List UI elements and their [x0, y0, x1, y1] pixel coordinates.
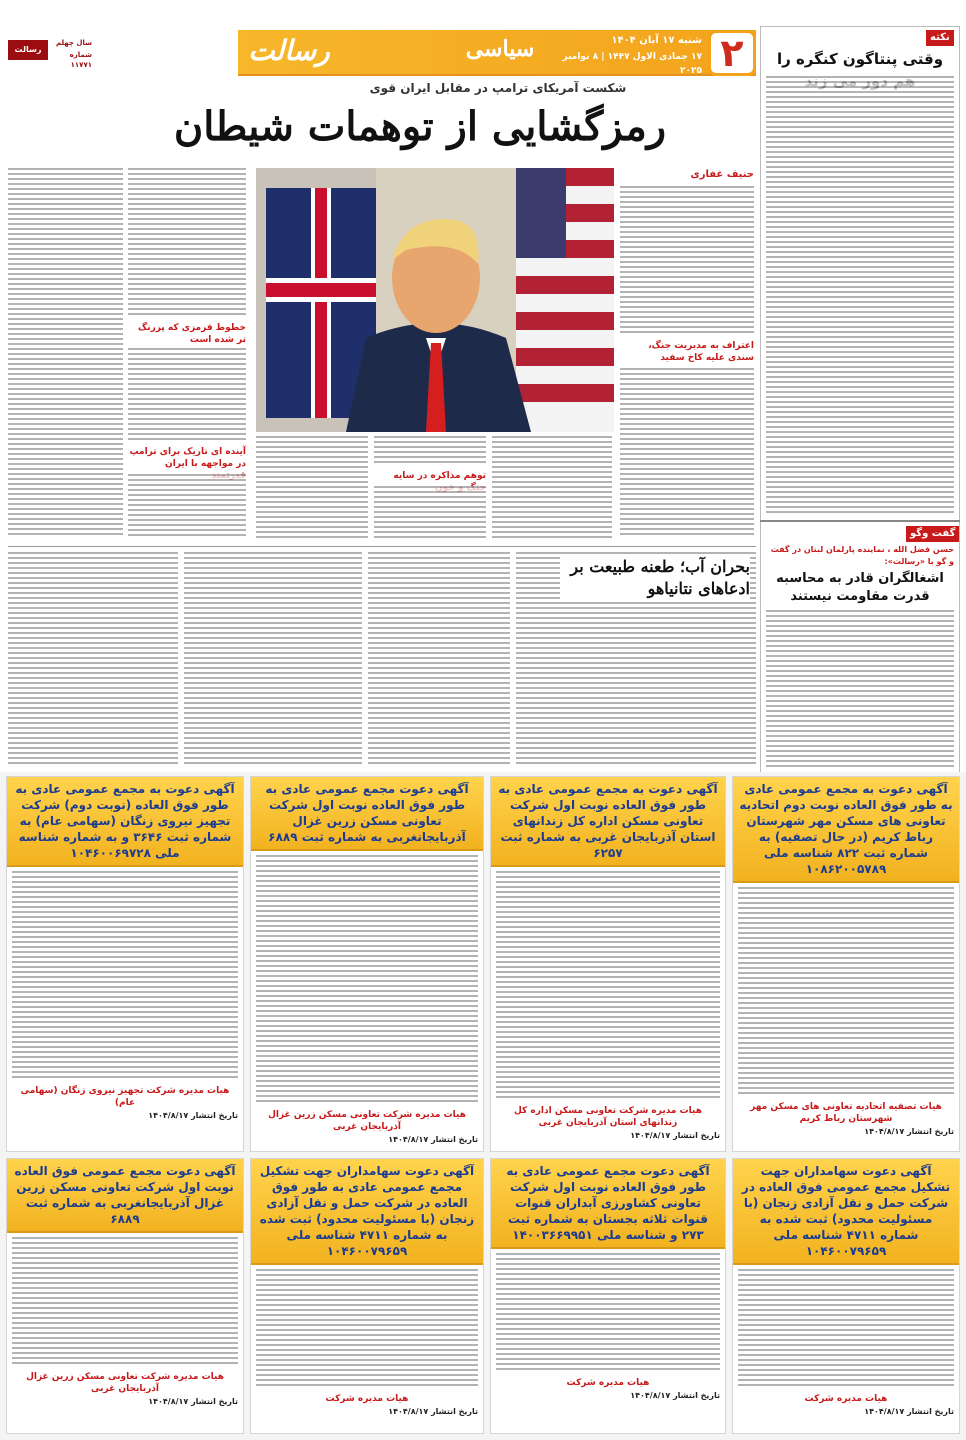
sidebar-text-2: [766, 610, 954, 770]
lead-text-col-2b: [128, 348, 246, 443]
ad-2-body: [496, 871, 720, 1101]
ad-8-title: آگهی دعوت مجمع عمومی فوق العاده نوبت اول شرکت تعاونی مسکن زرین غزال آذربایجانغربی به شماره ثبت ۶۸۸۹: [7, 1159, 243, 1233]
sidebar-tag-note: نکته: [926, 30, 954, 46]
ad-4: [6, 776, 244, 1152]
lead-byline: حنیف غفاری: [690, 169, 754, 180]
ad-8: [6, 1158, 244, 1434]
ad-2-sign: هیات مدیره شرکت تعاونی مسکن اداره کل زندانهای استان آذربایجان غربی: [514, 1106, 702, 1128]
ad-3-sign: هیات مدیره شرکت تعاونی مسکن زرین غزال آذربایجان غربی: [268, 1110, 466, 1132]
subhead-dark-future: آینده ای تاریک برای ترامپ در مواجهه با ایران: [129, 447, 246, 469]
lead-text-under-2b: [374, 486, 486, 538]
ad-5-title: آگهی دعوت سهامداران جهت تشکیل مجمع عمومی فوق العاده در شرکت حمل و نقل آزادی زنجان (با مسئولیت محدود) ثبت شده به شماره ۴۷۱۱ شناسه ملی ۱۰۴۶۰۰۷۹۶۵۹: [733, 1159, 959, 1265]
section-title: سیاسی: [465, 36, 535, 62]
ad-2-title: آگهی دعوت به مجمع عمومی عادی به طور فوق العاده نوبت اول شرکت تعاونی مسکن اداره کل زندانهای استان آذربایجان غربی به شماره ثبت ۶۲۵۷: [491, 777, 725, 867]
subhead-confession: اعتراف به مدیریت جنگ، سندی علیه کاخ سفید: [648, 341, 754, 363]
ad-1-title: آگهی دعوت به مجمع عمومی عادی به طور فوق العاده نوبت دوم اتحادیه تعاونی های مسکن مهر شهرستان رباط کریم (در حال تصفیه) به شماره ثبت ۸۲۲ شناسه ملی ۱۰۸۶۲۰۰۵۷۸۹: [733, 777, 959, 883]
ad-3-title: آگهی دعوت مجمع عمومی عادی به طور فوق العاده نوبت اول شرکت تعاونی مسکن زرین غزال آذربایجانغربی به شماره ثبت ۶۸۸۹: [251, 777, 483, 851]
lead-kicker: شکست آمریکای ترامپ در مقابل ایران قوی: [369, 81, 627, 95]
ad-5-sign: هیات مدیره شرکت: [804, 1394, 888, 1404]
sidebar-divider: [760, 520, 960, 522]
lead-text-col-2: [128, 168, 246, 318]
ad-8-body: [12, 1237, 238, 1367]
row-divider: [8, 546, 756, 547]
ad-3-body: [256, 855, 478, 1105]
ad-6-sign: هیات مدیره شرکت: [566, 1378, 650, 1388]
ad-7-title: آگهی دعوت سهامداران جهت تشکیل مجمع عمومی عادی به طور فوق العاده در شرکت حمل و نقل آزادی زنجان (با مسئولیت محدود) ثبت شده به شماره ۴۷۱۱ شناسه ملی ۱۰۴۶۰۰۷۹۶۵۹: [251, 1159, 483, 1265]
trump-photo-illustration: [256, 168, 614, 432]
ad-1: [732, 776, 960, 1152]
ad-3: [250, 776, 484, 1152]
ad-2: [490, 776, 726, 1152]
sidebar-text-1: [766, 76, 954, 516]
ad-5-date: تاریخ انتشار ۱۴۰۴/۸/۱۷: [864, 1407, 954, 1416]
ad-7-sign: هیات مدیره شرکت: [325, 1394, 409, 1404]
ad-1-date: تاریخ انتشار ۱۴۰۴/۸/۱۷: [864, 1127, 954, 1136]
ad-7-date: تاریخ انتشار ۱۴۰۴/۸/۱۷: [388, 1407, 478, 1416]
ad-7: [250, 1158, 484, 1434]
sidebar-tag-interview: گفت وگو: [906, 526, 959, 542]
ad-4-body: [12, 871, 238, 1081]
ad-1-sign: هیات تصفیه اتحادیه تعاونی های مسکن مهر شهرستان رباط کریم: [750, 1102, 942, 1124]
year-label: سال چهلم: [55, 39, 92, 47]
ad-3-date: تاریخ انتشار ۱۴۰۴/۸/۱۷: [388, 1135, 478, 1144]
lead-text-col-4b: [620, 368, 754, 538]
subhead-red-lines: خطوط قرمزی که پررنگ تر شده است: [138, 323, 246, 345]
ad-5-body: [738, 1269, 954, 1389]
ad-6-title: آگهی دعوت مجمع عمومی عادی به طور فوق العاده نوبت اول شرکت تعاونی کشاورزی آبداران قنوات قنوات ثلاثه بجستان به شماره ثبت ۲۷۳ و شناسه ملی ۱۴۰۰۳۶۶۹۹۵۱: [491, 1159, 725, 1249]
sidebar-title-2: اشغالگران قادر به محاسبه قدرت مقاومت نیستند: [776, 571, 944, 604]
ad-7-body: [256, 1269, 478, 1389]
ad-2-date: تاریخ انتشار ۱۴۰۴/۸/۱۷: [630, 1131, 720, 1140]
date-line-2: ۱۷ جمادی الاول ۱۴۴۷ | ۸ نوامبر ۲۰۲۵: [562, 52, 702, 76]
story-b-col-1: [8, 552, 178, 766]
lead-text-under-2: [374, 436, 486, 466]
lead-photo: [256, 168, 614, 432]
us-flag-icon: [506, 168, 614, 432]
ad-4-sign: هیات مدیره شرکت تجهیز نیروی زنگان (سهامی عام): [20, 1086, 230, 1108]
story-b-col-2: [184, 552, 362, 766]
water-crisis-headline: بحران آب؛ طعنه طبیعت بر ادعاهای نتانیاهو: [560, 556, 750, 600]
ad-5: [732, 1158, 960, 1434]
subhead-illusion: توهم مذاکره در سایه: [393, 471, 486, 481]
ad-6-date: تاریخ انتشار ۱۴۰۴/۸/۱۷: [630, 1391, 720, 1400]
lead-text-col-2c: [128, 474, 246, 538]
ad-4-date: تاریخ انتشار ۱۴۰۴/۸/۱۷: [148, 1111, 238, 1120]
ad-8-date: تاریخ انتشار ۱۴۰۴/۸/۱۷: [148, 1397, 238, 1406]
ad-6: [490, 1158, 726, 1434]
page-number: ۲: [708, 30, 756, 76]
lead-text-under-1: [256, 436, 368, 538]
ad-1-body: [738, 887, 954, 1097]
small-logo: رسالت: [8, 40, 48, 60]
ad-4-title: آگهی دعوت به مجمع عمومی عادی به طور فوق العاده (نوبت دوم) شرکت تجهیز نیروی زنگان (سهامی عام) به شماره ثبت ۳۶۴۶ و به شماره شناسه ملی ۱۰۴۶۰۰۶۹۷۲۸: [7, 777, 243, 867]
lead-headline: رمزگشایی از توهمات شیطان: [173, 103, 667, 150]
lead-text-col-4: [620, 186, 754, 336]
ad-6-body: [496, 1253, 720, 1373]
newspaper-logo: رسالت: [248, 34, 330, 67]
sidebar-title-1: وقتی پنتاگون کنگره را: [776, 50, 944, 68]
ad-8-sign: هیات مدیره شرکت تعاونی مسکن زرین غزال آذربایجان غربی: [26, 1372, 224, 1394]
issue-label: شماره ۱۱۷۷۱: [69, 51, 92, 69]
date-line: شنبه ۱۷ آبان ۱۴۰۴: [611, 35, 702, 46]
story-b-col-3: [368, 552, 510, 766]
lead-text-col-1: [8, 168, 123, 538]
sidebar-kicker-2: حسن فضل الله ، نماینده پارلمان لبنان در گفت و گو با «رسالت»:: [770, 545, 954, 566]
lead-text-under-3: [492, 436, 612, 538]
